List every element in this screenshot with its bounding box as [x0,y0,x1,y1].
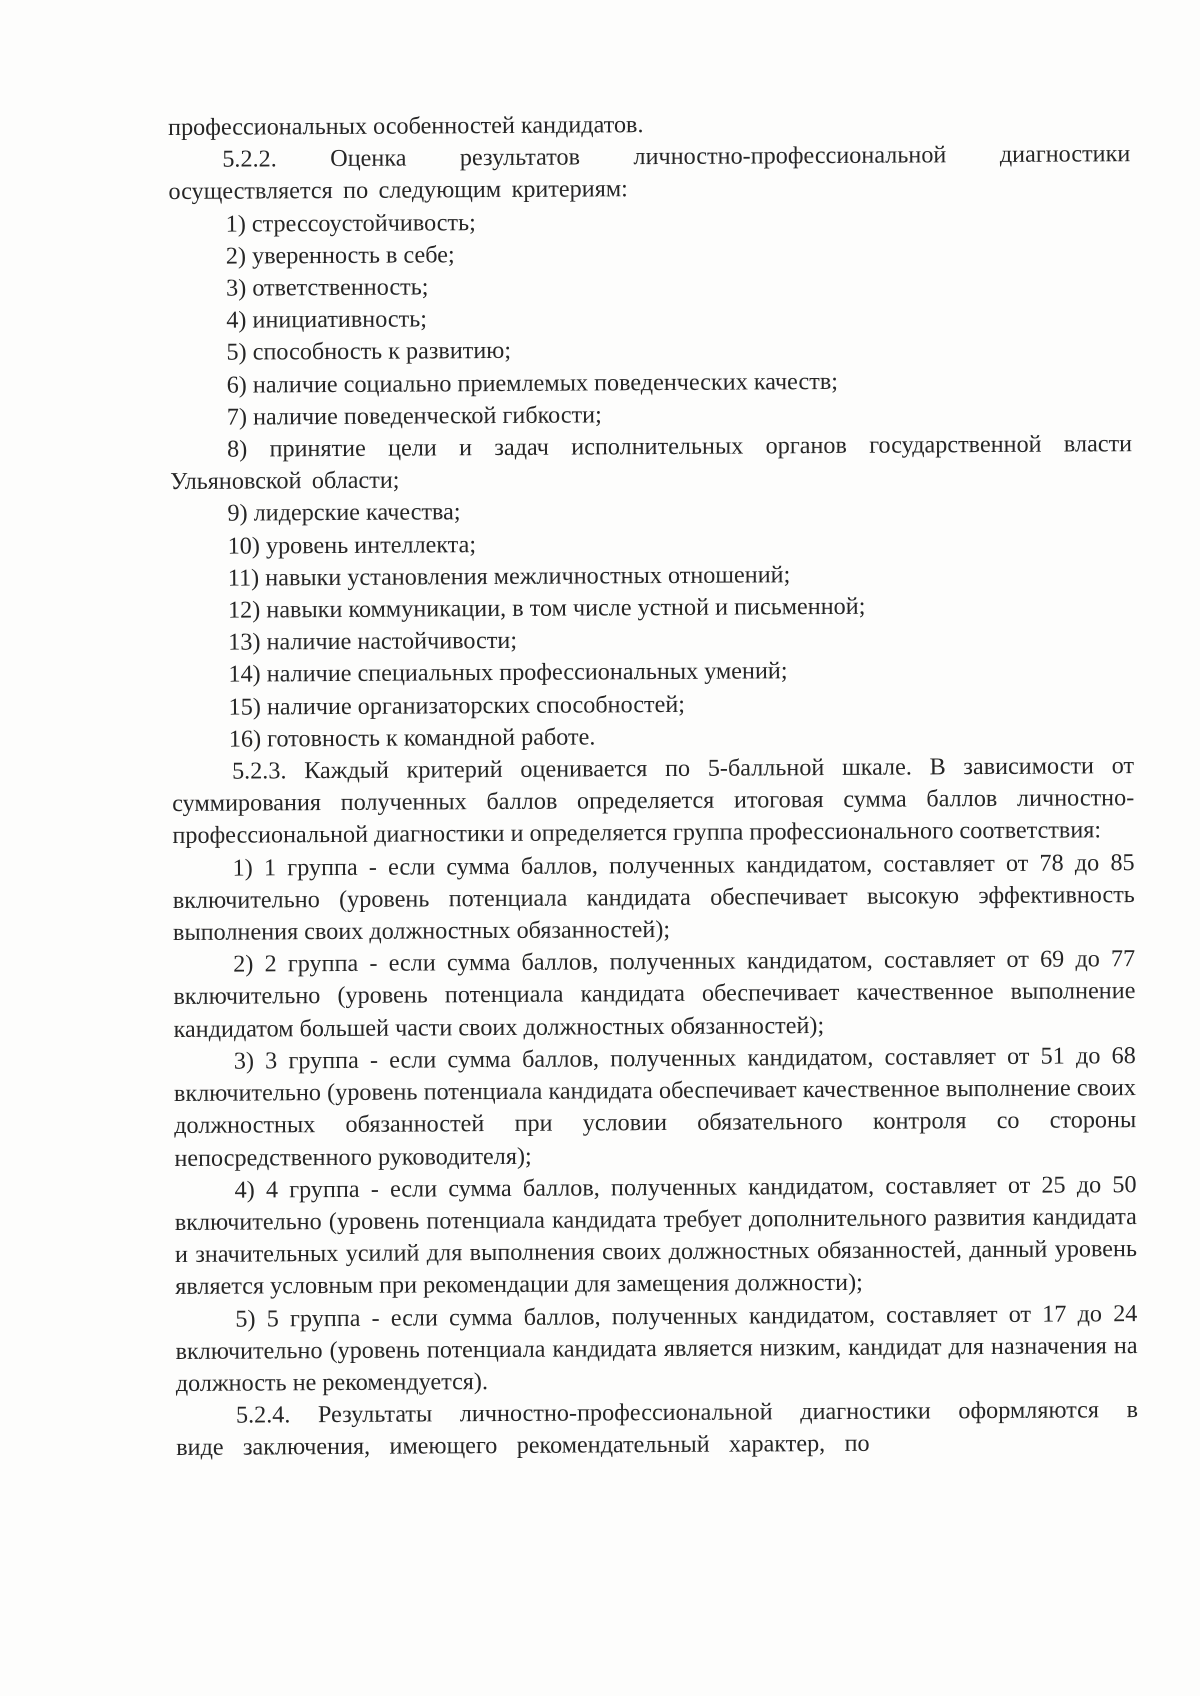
criterion-5: 5) способность к развитию; [226,337,512,367]
criterion-12: 12) навыки коммуникации, в том числе устной и письменной; [227,592,866,624]
group-1-paragraph: 1) 1 группа - если сумма баллов, полученных кандидатом, составляет от 78 до 85 включительно (уровень потенциала кандидата обеспечивает высокую эффективность выполнения своих должностных обязанностей); [172,848,1135,947]
criterion-6: 6) наличие социально приемлемых поведенческих качеств; [226,367,839,399]
criterion-9: 9) лидерские качества; [227,498,461,528]
criterion-3: 3) ответственность; [225,273,429,302]
criterion-13: 13) наличие настойчивости; [228,627,518,656]
criterion-1: 1) стрессоустойчивость; [225,208,476,238]
criterion-2: 2) уверенность в себе; [225,241,455,270]
criterion-11: 11) навыки установления межличностных отношений; [227,561,791,592]
document-body [168,106,1138,1464]
paragraph-5-2-3: 5.2.3. Каждый критерий оценивается по 5-балльной шкале. В зависимости от суммирования полученных баллов определяется итоговая сумма баллов личностно-профессиональной диагностики и определяется группа профессионального соответствия: [172,752,1135,850]
paragraph-5-2-2: 5.2.2. Оценка результатов личностно-профессиональной диагностики осуществляется по следующим критериям: [168,140,1131,206]
criterion-14: 14) наличие специальных профессиональных умений; [228,657,788,689]
criterion-15: 15) наличие организаторских способностей; [228,690,686,721]
group-4-paragraph: 4) 4 группа - если сумма баллов, полученных кандидатом, составляет от 25 до 50 включительно (уровень потенциала кандидата требует дополнительного развития кандидата и значительных усилий для выполнения своих должностных обязанностей, данный уровень является условным при рекомендации для замещения должности); [174,1170,1138,1301]
paragraph-5-2-4: 5.2.4. Результаты личностно-профессиональной диагностики оформляются в виде заключения, имеющего рекомендательный характер, по [176,1396,1139,1462]
criterion-4: 4) инициативность; [226,305,428,334]
criterion-10: 10) уровень интеллекта; [227,530,477,560]
criterion-16: 16) готовность к командной работе. [228,723,596,753]
group-3-paragraph: 3) 3 группа - если сумма баллов, полученных кандидатом, составляет от 51 до 68 включительно (уровень потенциала кандидата обеспечивает качественное выполнение своих должностных обязанностей при условии обязательного контроля со стороны непосредственного руководителя); [173,1041,1137,1172]
lead-paragraph: профессиональных особенностей кандидатов. [168,111,644,141]
group-2-paragraph: 2) 2 группа - если сумма баллов, полученных кандидатом, составляет от 69 до 77 включительно (уровень потенциала кандидата обеспечивает качественное выполнение кандидатом большей части своих должностных обязанностей); [173,945,1136,1043]
criterion-7: 7) наличие поведенческой гибкости; [226,401,602,431]
criterion-8: 8) принятие цели и задач исполнительных органов государственной власти Ульяновской области; [170,430,1133,496]
group-5-paragraph: 5) 5 группа - если сумма баллов, полученных кандидатом, составляет от 17 до 24 включительно (уровень потенциала кандидата является низким, кандидат для назначения на должность не рекомендуется). [175,1299,1138,1397]
